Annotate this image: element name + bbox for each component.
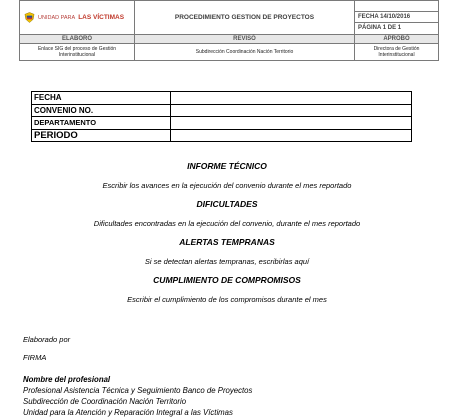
- aprobo-value: Directora de Gestión Interinstitucional: [355, 44, 439, 61]
- document-header: [19, 0, 439, 61]
- professional-unidad: Unidad para la Atención y Reparación Integral a las Víctimas: [23, 408, 233, 417]
- version-line: [355, 1, 438, 12]
- shield-logo-icon: [24, 12, 35, 23]
- signature-headers: [20, 35, 439, 44]
- section-text-informe: Escribir los avances en la ejecución del convenio durante el mes reportado: [102, 181, 352, 190]
- section-text-alertas: Si se detectan alertas tempranas, escribirlas aquí: [144, 257, 310, 266]
- fecha-label: FECHA: [32, 92, 171, 105]
- section-heading-informe: INFORME TÉCNICO: [187, 161, 267, 171]
- professional-role: Profesional Asistencia Técnica y Seguimiento Banco de Proyectos: [23, 386, 253, 395]
- professional-name: Nombre del profesional: [23, 375, 111, 384]
- fecha-value[interactable]: [171, 92, 412, 105]
- section-heading-compromisos: CUMPLIMIENTO DE COMPROMISOS: [153, 275, 301, 285]
- departamento-label: DEPARTAMENTO: [32, 117, 171, 130]
- firma-label: FIRMA: [23, 353, 47, 362]
- periodo-label: PERIODO: [32, 129, 171, 142]
- date-line: FECHA 14/10/2016: [355, 12, 438, 23]
- professional-subdireccion: Subdirección de Coordinación Nación Territorio: [23, 397, 187, 406]
- convenio-value[interactable]: [171, 104, 412, 117]
- section-text-compromisos: Escribir el cumplimiento de los compromisos durante el mes: [127, 295, 327, 304]
- periodo-value[interactable]: [171, 129, 412, 142]
- convenio-label: CONVENIO NO.: [32, 104, 171, 117]
- aprobo-header: APROBÓ: [355, 35, 439, 44]
- logo-prefix: UNIDAD PARA: [38, 14, 76, 21]
- signature-values: [20, 44, 439, 61]
- document-title: PROCEDIMIENTO GESTION DE PROYECTOS: [135, 1, 355, 35]
- elaboro-value: Enlace SIG del proceso de Gestión Interinstitucional: [20, 44, 135, 61]
- logo-name: LAS VÍCTIMAS: [78, 14, 125, 21]
- elaboro-header: ELABORÓ: [20, 35, 135, 44]
- page-line: PÁGINA 1 DE 1: [358, 25, 402, 31]
- report-form: [31, 91, 412, 142]
- elaborado-por: Elaborado por: [23, 335, 71, 344]
- section-text-dificultades: Dificultades encontradas en la ejecución del convenio, durante el mes reportado: [93, 219, 361, 228]
- reviso-header: REVISÓ: [135, 35, 355, 44]
- logo-cell: [20, 1, 135, 35]
- reviso-value: Subdirección Coordinación Nación Territorio: [135, 44, 355, 61]
- section-heading-alertas: ALERTAS TEMPRANAS: [179, 237, 275, 247]
- departamento-value[interactable]: [171, 117, 412, 130]
- document-meta: [355, 1, 439, 35]
- section-heading-dificultades: DIFICULTADES: [196, 199, 258, 209]
